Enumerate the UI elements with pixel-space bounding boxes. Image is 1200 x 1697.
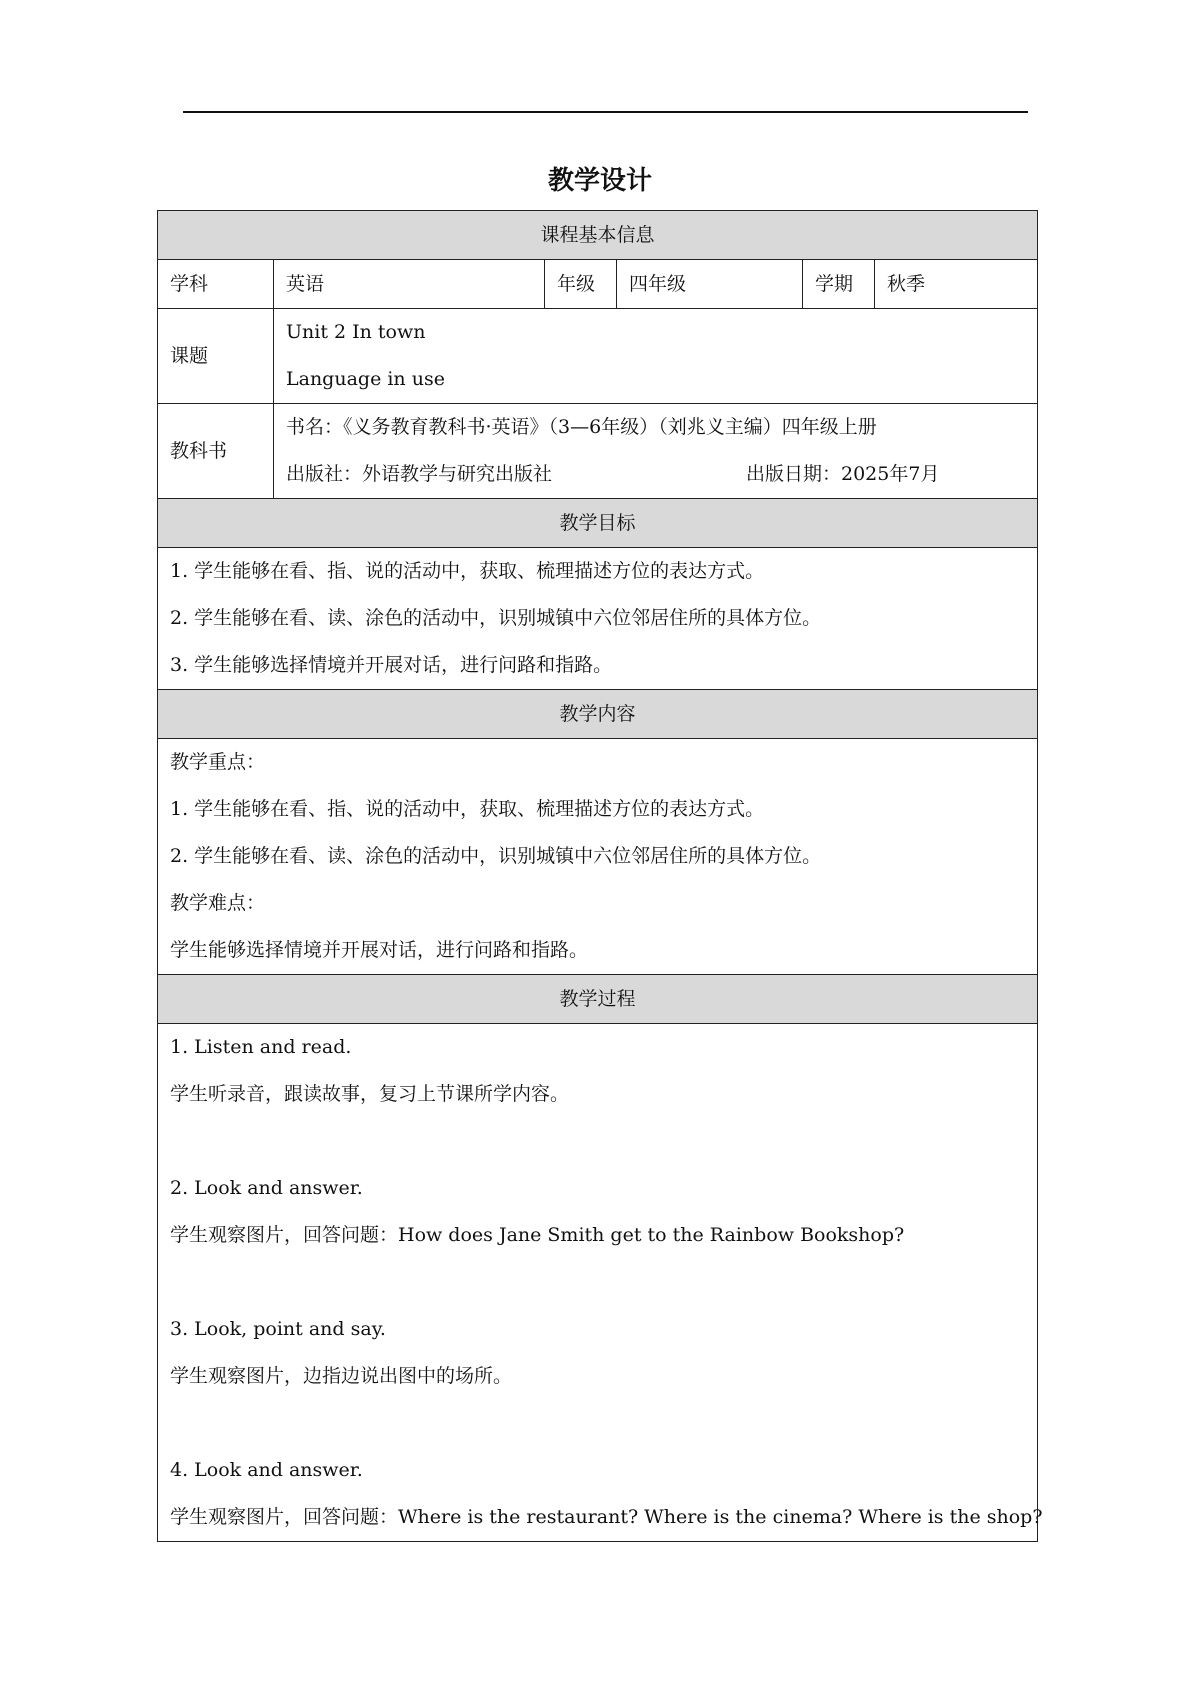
header-rule <box>183 111 1028 113</box>
textbook-label: 教科书 <box>158 404 274 499</box>
publish-date: 出版日期：2025年7月 <box>746 463 940 485</box>
topic-label: 课题 <box>158 309 274 404</box>
document-title: 教学设计 <box>547 166 652 196</box>
grade-value: 四年级 <box>617 260 803 309</box>
subject-value: 英语 <box>274 260 545 309</box>
topic-unit: Unit 2 In town <box>286 321 426 343</box>
step-heading: 2. Look and answer. <box>170 1177 363 1199</box>
topic-value <box>274 309 1038 404</box>
spacer <box>170 1259 1025 1306</box>
objectives-body <box>158 548 1038 690</box>
basic-info-header: 课程基本信息 <box>158 211 1038 260</box>
objectives-header: 教学目标 <box>158 499 1038 548</box>
subject-label: 学科 <box>158 260 274 309</box>
key-point-item: 1. 学生能够在看、指、说的活动中，获取、梳理描述方位的表达方式。 <box>170 798 765 820</box>
content-header: 教学内容 <box>158 690 1038 739</box>
textbook-publication <box>286 451 1025 498</box>
textbook-name: 书名：《义务教育教科书·英语》（3—6年级）（刘兆义主编）四年级上册 <box>286 416 877 438</box>
spacer <box>170 1400 1025 1447</box>
difficulty-text: 学生能够选择情境并开展对话，进行问路和指路。 <box>170 939 589 961</box>
process-header: 教学过程 <box>158 975 1038 1024</box>
step-text: 学生观察图片，回答问题：How does Jane Smith get to the Rainbow Bookshop? <box>170 1224 905 1246</box>
step-heading: 4. Look and answer. <box>170 1459 363 1481</box>
textbook-value <box>274 404 1038 499</box>
term-value: 秋季 <box>875 260 1038 309</box>
key-points-label: 教学重点： <box>170 751 266 773</box>
process-body <box>158 1024 1043 1542</box>
spacer <box>170 1118 1025 1165</box>
topic-lesson: Language in use <box>286 368 445 390</box>
objective-item: 3. 学生能够选择情境并开展对话，进行问路和指路。 <box>170 654 613 676</box>
difficulty-label: 教学难点： <box>170 892 266 914</box>
content-body <box>158 739 1038 975</box>
objective-item: 1. 学生能够在看、指、说的活动中，获取、梳理描述方位的表达方式。 <box>170 560 765 582</box>
step-text: 学生观察图片，边指边说出图中的场所。 <box>170 1365 513 1387</box>
objective-item: 2. 学生能够在看、读、涂色的活动中，识别城镇中六位邻居住所的具体方位。 <box>170 607 822 629</box>
grade-label: 年级 <box>545 260 617 309</box>
key-point-item: 2. 学生能够在看、读、涂色的活动中，识别城镇中六位邻居住所的具体方位。 <box>170 845 822 867</box>
step-text: 学生听录音，跟读故事，复习上节课所学内容。 <box>170 1083 570 1105</box>
term-label: 学期 <box>803 260 875 309</box>
teaching-design-table <box>157 210 1043 1542</box>
publisher: 出版社：外语教学与研究出版社 <box>286 463 553 485</box>
step-text: 学生观察图片，回答问题：Where is the restaurant? Where is the cinema? Where is the shop? <box>170 1506 1043 1528</box>
step-heading: 1. Listen and read. <box>170 1036 352 1058</box>
step-heading: 3. Look, point and say. <box>170 1318 386 1340</box>
